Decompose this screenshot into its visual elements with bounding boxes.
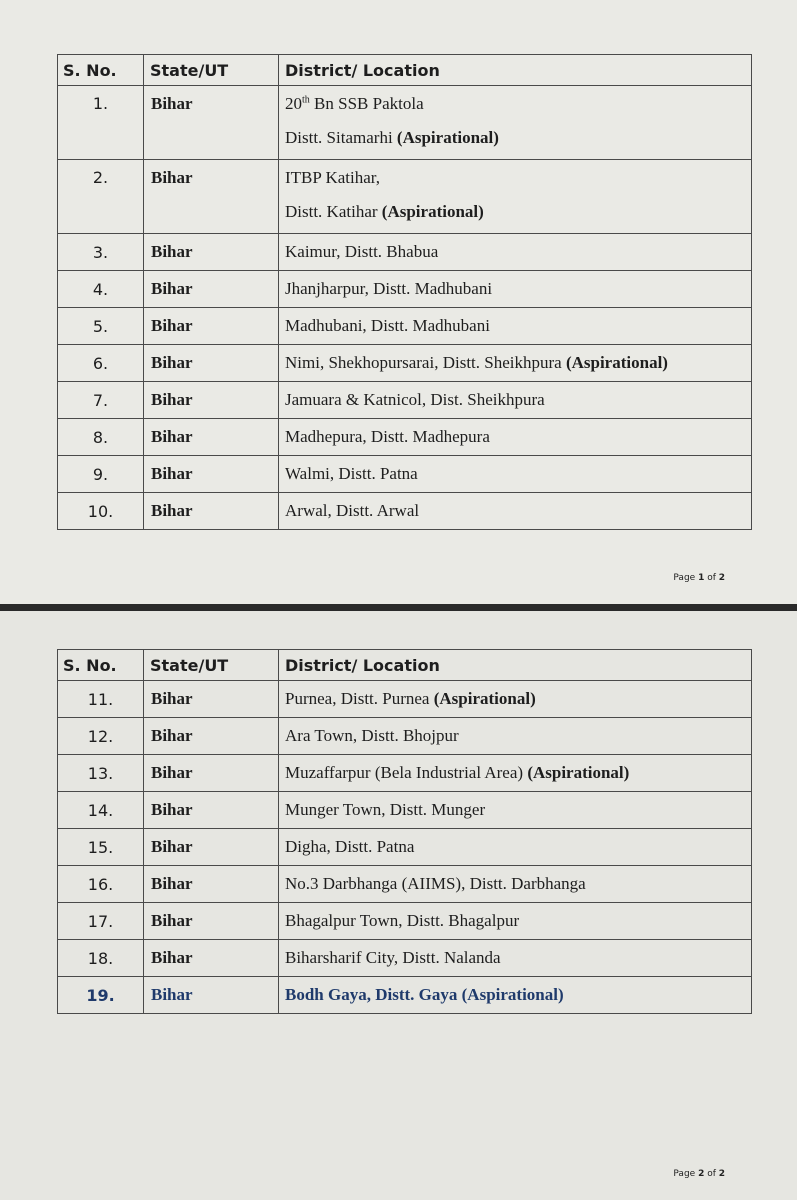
table-row (58, 792, 752, 829)
aspirational-tag: (Aspirational) (565, 353, 668, 372)
row-location: Purnea, Distt. Purnea (Aspirational) (279, 681, 752, 718)
row-location: Madhepura, Distt. Madhepura (279, 419, 752, 456)
aspirational-tag: (Aspirational) (527, 763, 630, 782)
aspirational-tag: (Aspirational) (433, 689, 536, 708)
aspirational-tag: (Aspirational) (461, 985, 564, 1004)
row-state: Bihar (144, 86, 279, 160)
row-location: Nimi, Shekhopursarai, Distt. Sheikhpura (Aspirational) (279, 345, 752, 382)
row-state: Bihar (144, 160, 279, 234)
row-location: Ara Town, Distt. Bhojpur (279, 718, 752, 755)
table-row (58, 456, 752, 493)
row-sno: 18. (58, 940, 144, 977)
row-location: Bodh Gaya, Distt. Gaya (Aspirational) (279, 977, 752, 1014)
row-state: Bihar (144, 718, 279, 755)
row-state: Bihar (144, 493, 279, 530)
row-state: Bihar (144, 829, 279, 866)
location-line-1: 20th Bn SSB Paktola (285, 94, 424, 113)
row-sno: 15. (58, 829, 144, 866)
page-number-footer: Page 2 of 2 (673, 1169, 725, 1179)
table-row (58, 903, 752, 940)
table-row (58, 681, 752, 718)
row-location: Munger Town, Distt. Munger (279, 792, 752, 829)
row-state: Bihar (144, 382, 279, 419)
location-line-1: ITBP Katihar, (285, 168, 381, 187)
locations-table-page-2 (57, 649, 752, 1014)
row-state: Bihar (144, 866, 279, 903)
row-state: Bihar (144, 792, 279, 829)
aspirational-tag: (Aspirational) (396, 128, 499, 147)
header-sno: S. No. (58, 55, 144, 86)
row-sno: 14. (58, 792, 144, 829)
row-location (279, 86, 752, 160)
header-sno: S. No. (58, 650, 144, 681)
row-sno: 19. (58, 977, 144, 1014)
page-divider (0, 604, 797, 611)
table-header-row (58, 650, 752, 681)
row-location: Digha, Distt. Patna (279, 829, 752, 866)
row-sno: 10. (58, 493, 144, 530)
table-row (58, 160, 752, 234)
row-sno: 2. (58, 160, 144, 234)
row-sno: 3. (58, 234, 144, 271)
location-line-2: Distt. Katihar (Aspirational) (285, 202, 484, 221)
location-line-2: Distt. Sitamarhi (Aspirational) (285, 128, 499, 147)
row-state: Bihar (144, 940, 279, 977)
table-row (58, 419, 752, 456)
table-row (58, 345, 752, 382)
table-row (58, 382, 752, 419)
row-location: Muzaffarpur (Bela Industrial Area) (Aspirational) (279, 755, 752, 792)
row-sno: 4. (58, 271, 144, 308)
table-row (58, 234, 752, 271)
header-state: State/UT (144, 55, 279, 86)
row-location: Madhubani, Distt. Madhubani (279, 308, 752, 345)
row-sno: 7. (58, 382, 144, 419)
table-row (58, 829, 752, 866)
row-location: Kaimur, Distt. Bhabua (279, 234, 752, 271)
row-location (279, 160, 752, 234)
row-sno: 6. (58, 345, 144, 382)
document-page-2 (0, 611, 797, 1200)
table-row-highlighted (58, 977, 752, 1014)
table-row (58, 493, 752, 530)
table-row (58, 755, 752, 792)
row-state: Bihar (144, 271, 279, 308)
row-state: Bihar (144, 234, 279, 271)
row-state: Bihar (144, 755, 279, 792)
header-location: District/ Location (279, 55, 752, 86)
table-row (58, 271, 752, 308)
table-row (58, 86, 752, 160)
row-sno: 12. (58, 718, 144, 755)
page-number-footer: Page 1 of 2 (673, 573, 725, 583)
row-sno: 11. (58, 681, 144, 718)
row-location: Jamuara & Katnicol, Dist. Sheikhpura (279, 382, 752, 419)
row-state: Bihar (144, 681, 279, 718)
row-state: Bihar (144, 308, 279, 345)
table-row (58, 940, 752, 977)
row-state: Bihar (144, 456, 279, 493)
row-state: Bihar (144, 903, 279, 940)
row-sno: 5. (58, 308, 144, 345)
row-sno: 1. (58, 86, 144, 160)
aspirational-tag: (Aspirational) (381, 202, 484, 221)
row-sno: 8. (58, 419, 144, 456)
table-row (58, 866, 752, 903)
row-location: Jhanjharpur, Distt. Madhubani (279, 271, 752, 308)
row-location: Arwal, Distt. Arwal (279, 493, 752, 530)
row-state: Bihar (144, 345, 279, 382)
table-row (58, 308, 752, 345)
row-location: Bhagalpur Town, Distt. Bhagalpur (279, 903, 752, 940)
row-sno: 9. (58, 456, 144, 493)
row-sno: 16. (58, 866, 144, 903)
row-state: Bihar (144, 419, 279, 456)
row-sno: 17. (58, 903, 144, 940)
row-location: No.3 Darbhanga (AIIMS), Distt. Darbhanga (279, 866, 752, 903)
locations-table-page-1 (57, 54, 752, 530)
header-location: District/ Location (279, 650, 752, 681)
table-row (58, 718, 752, 755)
row-location: Walmi, Distt. Patna (279, 456, 752, 493)
header-state: State/UT (144, 650, 279, 681)
row-state: Bihar (144, 977, 279, 1014)
row-sno: 13. (58, 755, 144, 792)
table-header-row (58, 55, 752, 86)
row-location: Biharsharif City, Distt. Nalanda (279, 940, 752, 977)
